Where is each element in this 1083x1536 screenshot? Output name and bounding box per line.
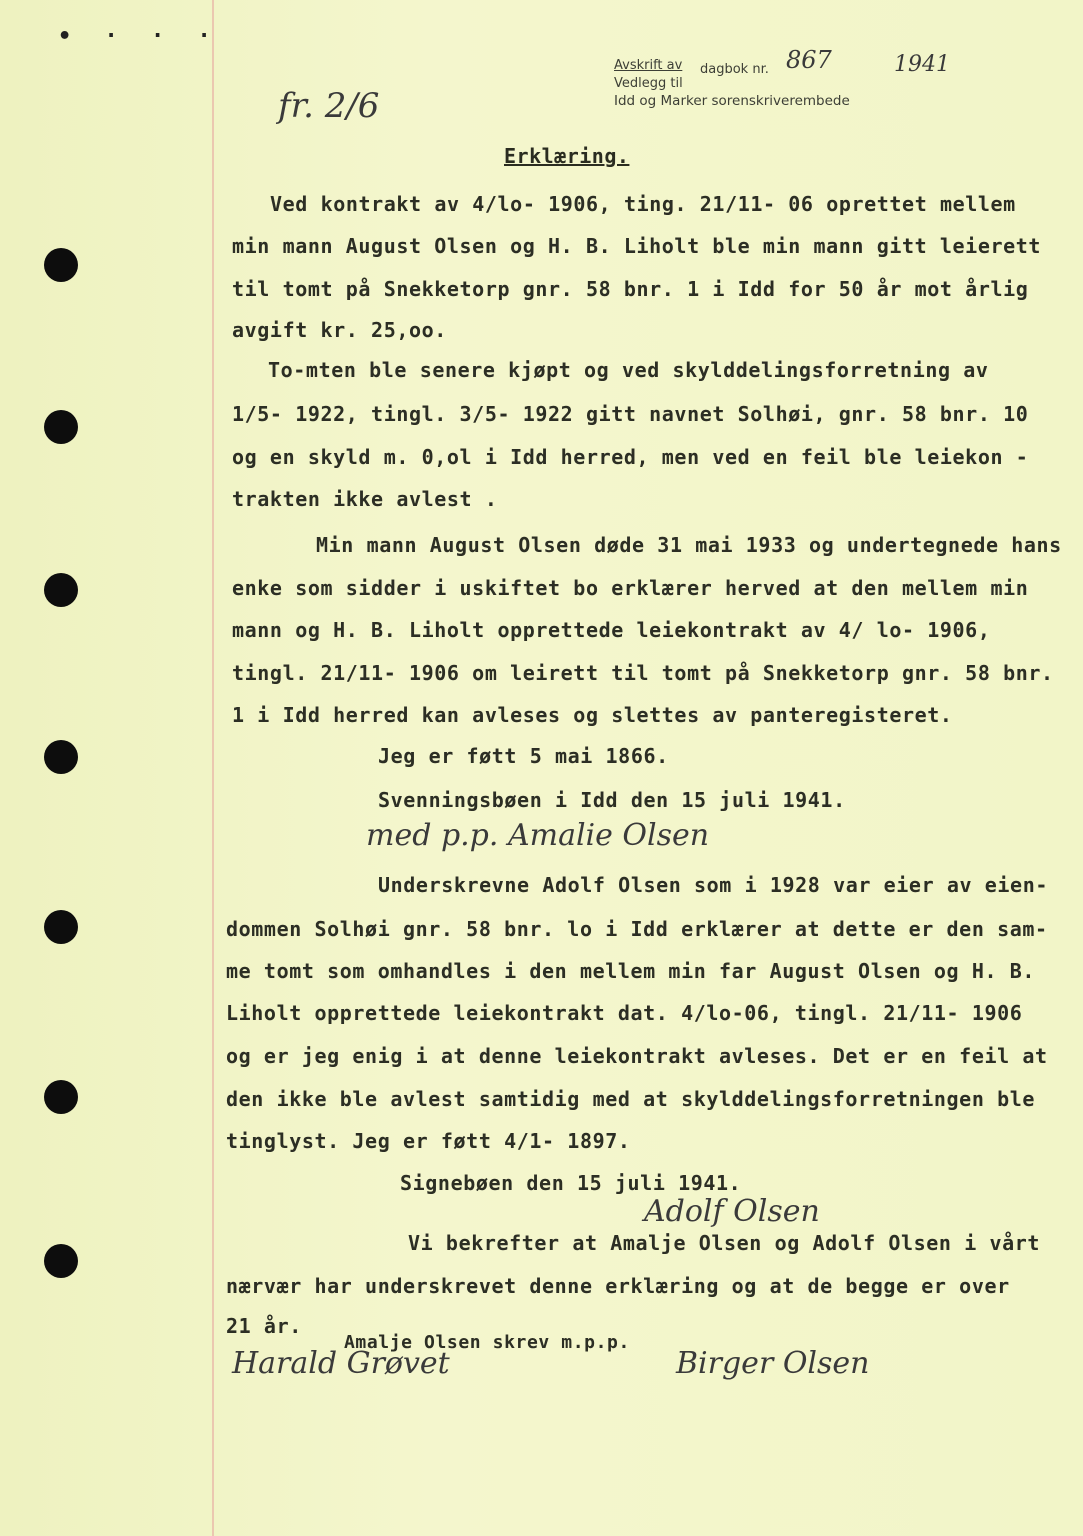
text-line: trakten ikke avlest . <box>232 487 498 511</box>
text-line: 1 i Idd herred kan avleses og slettes av panteregisteret. <box>232 703 953 727</box>
document-title: Erklæring. <box>504 144 630 168</box>
margin-rule <box>212 0 214 1536</box>
text-line: Vi bekrefter at Amalje Olsen og Adolf Olsen i vårt <box>408 1231 1041 1255</box>
text-line: Signebøen den 15 juli 1941. <box>400 1171 742 1195</box>
stamp-number: 867 <box>786 46 832 74</box>
text-line: me tomt som omhandles i den mellem min far August Olsen og H. B. <box>226 959 1036 983</box>
punch-hole-2 <box>44 410 78 444</box>
punch-hole-7 <box>44 1244 78 1278</box>
stamp-office: Idd og Marker sorenskriverembede <box>614 93 850 109</box>
text-line: min mann August Olsen og H. B. Liholt ble min mann gitt leierett <box>232 234 1042 258</box>
stamp-avskrift: Avskrift av <box>614 58 683 73</box>
corner-dots: • · · · <box>58 24 221 49</box>
text-line: avgift kr. 25,oo. <box>232 318 447 342</box>
punch-hole-6 <box>44 1080 78 1114</box>
text-line: den ikke ble avlest samtidig med at skylddelingsforretningen ble <box>226 1087 1036 1111</box>
punch-hole-3 <box>44 573 78 607</box>
text-line: og er jeg enig i at denne leiekontrakt avleses. Det er en feil at <box>226 1044 1048 1068</box>
text-line: til tomt på Snekketorp gnr. 58 bnr. 1 i Idd for 50 år mot årlig <box>232 277 1029 301</box>
signature-adolf: Adolf Olsen <box>644 1194 820 1229</box>
text-line: 21 år. <box>226 1314 302 1338</box>
text-line: tinglyst. Jeg er føtt 4/1- 1897. <box>226 1129 631 1153</box>
stamp-year: 1941 <box>894 52 950 77</box>
stamp-dagbok: dagbok nr. <box>700 62 769 77</box>
punch-hole-1 <box>44 248 78 282</box>
text-line: og en skyld m. 0,ol i Idd herred, men ved en feil ble leiekon - <box>232 445 1029 469</box>
text-line: Jeg er føtt 5 mai 1866. <box>378 744 669 768</box>
text-line: Svenningsbøen i Idd den 15 juli 1941. <box>378 788 846 812</box>
text-line: To-mten ble senere kjøpt og ved skylddelingsforretning av <box>268 358 989 382</box>
text-line: mann og H. B. Liholt opprettede leiekontrakt av 4/ lo- 1906, <box>232 618 991 642</box>
text-line: Ved kontrakt av 4/lo- 1906, ting. 21/11- 06 oprettet mellem <box>270 192 1016 216</box>
text-line: Amalje Olsen skrev m.p.p. <box>344 1332 630 1353</box>
text-line: nærvær har underskrevet denne erklæring og at de begge er over <box>226 1274 1010 1298</box>
signature-amalie: med p.p. Amalie Olsen <box>366 818 710 853</box>
punch-hole-5 <box>44 910 78 944</box>
text-line: 1/5- 1922, tingl. 3/5- 1922 gitt navnet Solhøi, gnr. 58 bnr. 10 <box>232 402 1029 426</box>
text-line: Min mann August Olsen døde 31 mai 1933 og undertegnede hans <box>316 533 1062 557</box>
signature-birger: Birger Olsen <box>676 1346 870 1381</box>
punch-hole-4 <box>44 740 78 774</box>
stamp-vedlegg: Vedlegg til <box>614 76 683 91</box>
text-line: tingl. 21/11- 1906 om leirett til tomt på Snekketorp gnr. 58 bnr. <box>232 661 1054 685</box>
text-line: Liholt opprettede leiekontrakt dat. 4/lo-06, tingl. 21/11- 1906 <box>226 1001 1023 1025</box>
text-line: Underskrevne Adolf Olsen som i 1928 var eier av eien- <box>378 873 1048 897</box>
signature-harald: Harald Grøvet <box>232 1346 450 1381</box>
text-line: dommen Solhøi gnr. 58 bnr. lo i Idd erklærer at dette er den sam- <box>226 917 1048 941</box>
text-line: enke som sidder i uskiftet bo erklærer herved at den mellem min <box>232 576 1029 600</box>
margin-note: fr. 2/6 <box>278 86 380 126</box>
